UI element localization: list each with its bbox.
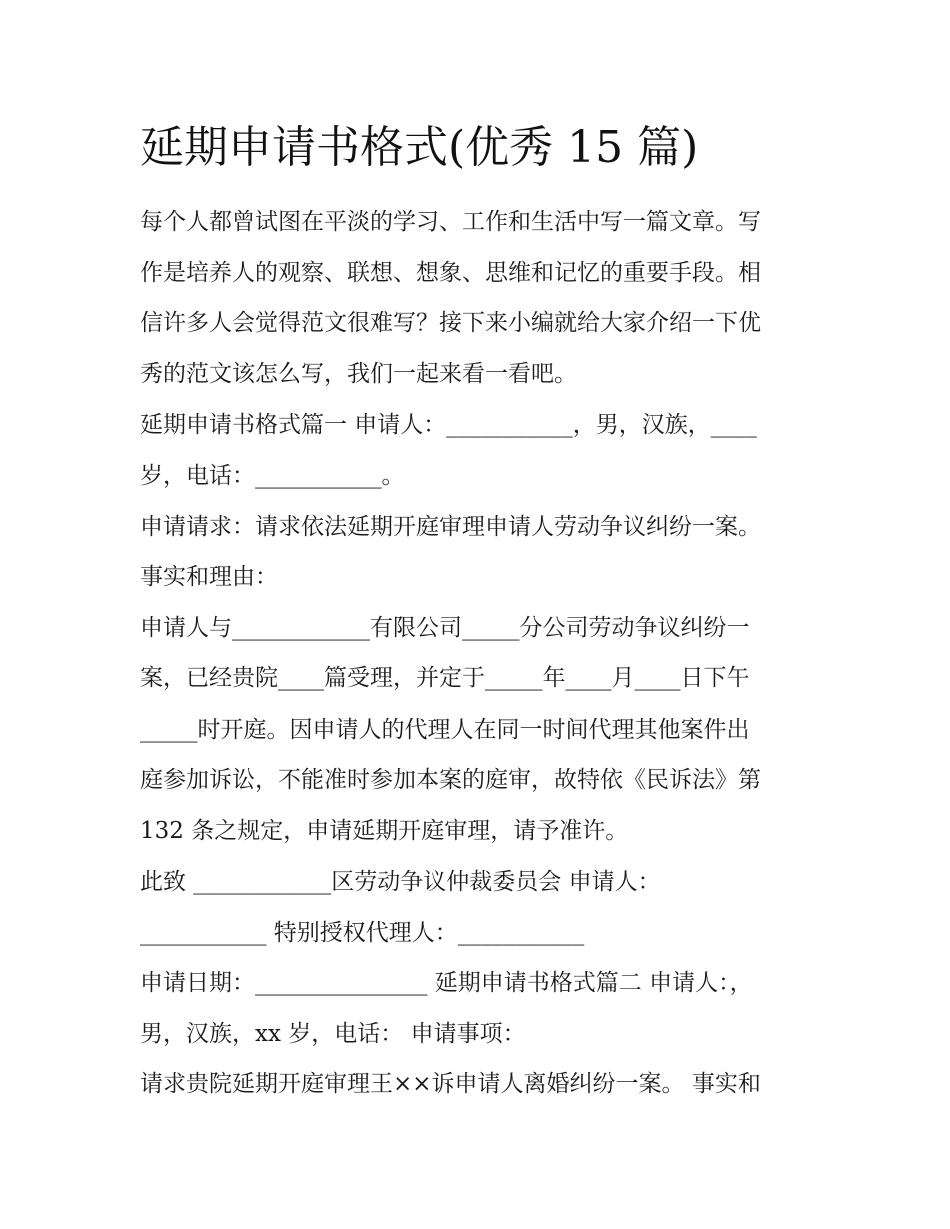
paragraph-line-7: 申请请求：请求依法延期开庭审理申请人劳动争议纠纷一案。 [140, 514, 761, 540]
paragraph-line-11: _____时开庭。因申请人的代理人在同一时间代理其他案件出 [140, 717, 750, 743]
paragraph-line-10: 案，已经贵院____篇受理，并定于_____年____月____日下午 [140, 665, 750, 691]
paragraph-line-13: 132 条之规定，申请延期开庭审理，请予准许。 [140, 818, 629, 844]
paragraph-line-18: 请求贵院延期开庭审理王××诉申请人离婚纠纷一案。 事实和 [140, 1071, 761, 1097]
paragraph-line-16: 申请日期：_______________ 延期申请书格式篇二 申请人：， [140, 970, 753, 996]
paragraph-line-12: 庭参加诉讼，不能准时参加本案的庭审，故特依《民诉法》第 [140, 767, 761, 793]
paragraph-line-15: ___________ 特别授权代理人：___________ [140, 920, 585, 946]
paragraph-line-8: 事实和理由： [140, 564, 278, 590]
paragraph-line-4: 秀的范文该怎么写，我们一起来看一看吧。 [140, 361, 577, 387]
paragraph-line-1: 每个人都曾试图在平淡的学习、工作和生活中写一篇文章。写 [140, 209, 761, 235]
paragraph-line-9: 申请人与____________有限公司_____分公司劳动争议纠纷一 [140, 615, 750, 641]
paragraph-line-17: 男，汉族，xx 岁，电话： 申请事项： [140, 1021, 526, 1047]
paragraph-line-6: 岁，电话：___________。 [140, 463, 405, 489]
paragraph-line-14: 此致 ____________区劳动争议仲裁委员会 申请人： [140, 869, 661, 895]
document-title: 延期申请书格式(优秀 15 篇) [140, 122, 699, 173]
paragraph-line-3: 信许多人会觉得范文很难写？接下来小编就给大家介绍一下优 [140, 310, 761, 336]
paragraph-line-5: 延期申请书格式篇一 申请人：___________，男，汉族，____ [140, 412, 757, 438]
paragraph-line-2: 作是培养人的观察、联想、想象、思维和记忆的重要手段。相 [140, 260, 761, 286]
